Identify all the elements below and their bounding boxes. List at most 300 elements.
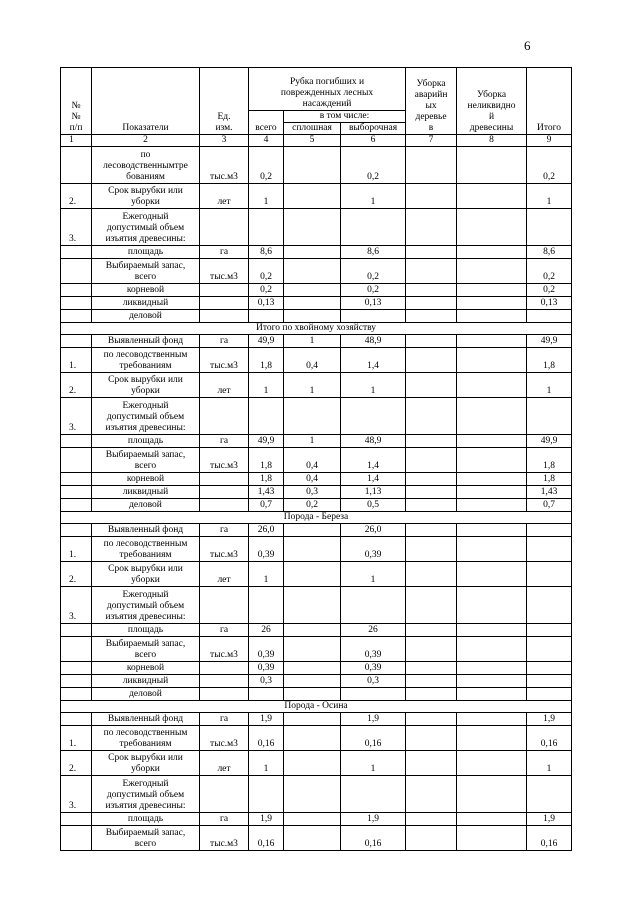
table-row <box>61 335 572 348</box>
value-selective <box>341 776 406 813</box>
section-title: Порода - Осина <box>61 701 572 713</box>
row-num <box>61 813 92 826</box>
header-selective: выборочная <box>341 123 406 135</box>
header-unit: Ед. изм. <box>200 68 249 135</box>
value-selective: 0,16 <box>341 826 406 851</box>
value-nonliquid <box>457 776 527 813</box>
value-total: 0,2 <box>249 147 284 184</box>
table-row <box>61 813 572 826</box>
value-total: 0,2 <box>249 259 284 284</box>
value-selective: 8,6 <box>341 246 406 259</box>
unit: тыс.м3 <box>200 826 249 851</box>
unit: тыс.м3 <box>200 448 249 473</box>
value-solid: 0,4 <box>284 448 341 473</box>
col-number: 5 <box>284 135 341 147</box>
table-row <box>61 473 572 486</box>
unit: га <box>200 435 249 448</box>
header-nonliquid: Уборка неликвидно й древесины <box>457 68 527 135</box>
row-num <box>61 499 92 512</box>
col-number: 7 <box>406 135 457 147</box>
value-solid <box>284 562 341 587</box>
value-solid: 1 <box>284 435 341 448</box>
value-solid <box>284 284 341 297</box>
value-total: 1 <box>249 751 284 776</box>
value-emergency <box>406 310 457 323</box>
table-row <box>61 499 572 512</box>
value-emergency <box>406 562 457 587</box>
table-row <box>61 297 572 310</box>
col-number: 9 <box>527 135 572 147</box>
indicator: Выявленный фонд <box>92 713 200 726</box>
value-grand-total: 1,9 <box>527 813 572 826</box>
forest-felling-table <box>60 67 572 851</box>
col-number: 2 <box>92 135 200 147</box>
unit: лет <box>200 373 249 398</box>
value-emergency <box>406 713 457 726</box>
header-felling: Рубка погибших и поврежденных лесных насаждений <box>249 68 406 111</box>
value-nonliquid <box>457 398 527 435</box>
value-nonliquid <box>457 688 527 701</box>
value-emergency <box>406 335 457 348</box>
unit <box>200 662 249 675</box>
table-row <box>61 688 572 701</box>
value-grand-total <box>527 662 572 675</box>
value-solid <box>284 297 341 310</box>
value-emergency <box>406 499 457 512</box>
value-selective: 0,39 <box>341 637 406 662</box>
indicator: Выбираемый запас, всего <box>92 259 200 284</box>
value-selective: 1,13 <box>341 486 406 499</box>
value-grand-total: 1,9 <box>527 713 572 726</box>
indicator: Срок вырубки или уборки <box>92 562 200 587</box>
indicator: деловой <box>92 688 200 701</box>
value-solid <box>284 209 341 246</box>
value-selective: 1,4 <box>341 448 406 473</box>
unit <box>200 284 249 297</box>
table-row <box>61 751 572 776</box>
value-nonliquid <box>457 246 527 259</box>
table-row <box>61 826 572 851</box>
value-emergency <box>406 662 457 675</box>
value-total: 1,9 <box>249 813 284 826</box>
unit: га <box>200 813 249 826</box>
value-solid <box>284 147 341 184</box>
column-number-row <box>61 135 572 147</box>
value-solid: 0,4 <box>284 473 341 486</box>
value-solid <box>284 662 341 675</box>
indicator: площадь <box>92 624 200 637</box>
table-row <box>61 776 572 813</box>
value-solid <box>284 246 341 259</box>
indicator: по лесоводственнымтре бованиям <box>92 147 200 184</box>
value-emergency <box>406 398 457 435</box>
indicator: площадь <box>92 435 200 448</box>
table-row <box>61 524 572 537</box>
value-emergency <box>406 637 457 662</box>
value-grand-total <box>527 310 572 323</box>
value-selective: 1,4 <box>341 473 406 486</box>
table-row <box>61 147 572 184</box>
value-total <box>249 310 284 323</box>
value-selective: 1,9 <box>341 713 406 726</box>
value-total: 1 <box>249 373 284 398</box>
value-total: 26,0 <box>249 524 284 537</box>
indicator: корневой <box>92 662 200 675</box>
value-emergency <box>406 147 457 184</box>
value-emergency <box>406 751 457 776</box>
unit <box>200 297 249 310</box>
value-grand-total: 1 <box>527 184 572 209</box>
value-grand-total <box>527 587 572 624</box>
value-solid <box>284 713 341 726</box>
value-emergency <box>406 486 457 499</box>
row-num <box>61 284 92 297</box>
value-selective: 0,2 <box>341 284 406 297</box>
value-solid: 0,4 <box>284 348 341 373</box>
value-emergency <box>406 435 457 448</box>
indicator: Срок вырубки или уборки <box>92 373 200 398</box>
section-row <box>61 701 572 713</box>
col-number: 8 <box>457 135 527 147</box>
unit: тыс.м3 <box>200 637 249 662</box>
value-total: 49,9 <box>249 335 284 348</box>
table-row <box>61 662 572 675</box>
value-grand-total <box>527 637 572 662</box>
row-num: 2. <box>61 184 92 209</box>
row-num: 3. <box>61 776 92 813</box>
unit <box>200 587 249 624</box>
value-solid <box>284 826 341 851</box>
table-row <box>61 587 572 624</box>
indicator: площадь <box>92 813 200 826</box>
row-num: 3. <box>61 398 92 435</box>
table-row <box>61 310 572 323</box>
row-num <box>61 826 92 851</box>
value-emergency <box>406 284 457 297</box>
value-total <box>249 776 284 813</box>
value-grand-total <box>527 624 572 637</box>
indicator: ликвидный <box>92 486 200 499</box>
unit: тыс.м3 <box>200 147 249 184</box>
value-nonliquid <box>457 751 527 776</box>
value-grand-total: 0,13 <box>527 297 572 310</box>
unit <box>200 398 249 435</box>
col-number: 4 <box>249 135 284 147</box>
value-nonliquid <box>457 335 527 348</box>
value-total: 8,6 <box>249 246 284 259</box>
value-total: 0,16 <box>249 826 284 851</box>
row-num <box>61 448 92 473</box>
value-grand-total <box>527 524 572 537</box>
value-emergency <box>406 348 457 373</box>
indicator: по лесоводственным требованиям <box>92 348 200 373</box>
value-grand-total: 49,9 <box>527 335 572 348</box>
row-num <box>61 624 92 637</box>
value-total: 49,9 <box>249 435 284 448</box>
row-num: 1. <box>61 348 92 373</box>
value-total: 0,16 <box>249 726 284 751</box>
value-nonliquid <box>457 448 527 473</box>
table-row <box>61 348 572 373</box>
value-total <box>249 688 284 701</box>
value-grand-total: 1 <box>527 373 572 398</box>
indicator: корневой <box>92 473 200 486</box>
unit: лет <box>200 751 249 776</box>
row-num <box>61 473 92 486</box>
value-total <box>249 587 284 624</box>
value-grand-total <box>527 688 572 701</box>
unit <box>200 209 249 246</box>
table-row <box>61 562 572 587</box>
value-nonliquid <box>457 184 527 209</box>
value-emergency <box>406 297 457 310</box>
value-solid <box>284 776 341 813</box>
value-emergency <box>406 473 457 486</box>
value-solid <box>284 688 341 701</box>
col-number: 3 <box>200 135 249 147</box>
table-row <box>61 398 572 435</box>
section-title: Итого по хвойному хозяйству <box>61 323 572 335</box>
value-solid <box>284 259 341 284</box>
value-emergency <box>406 624 457 637</box>
table-row <box>61 284 572 297</box>
value-solid <box>284 310 341 323</box>
table-row <box>61 259 572 284</box>
value-emergency <box>406 587 457 624</box>
value-total: 1,9 <box>249 713 284 726</box>
row-num <box>61 310 92 323</box>
value-nonliquid <box>457 524 527 537</box>
unit <box>200 310 249 323</box>
value-grand-total: 1 <box>527 751 572 776</box>
row-num <box>61 335 92 348</box>
value-grand-total <box>527 398 572 435</box>
row-num <box>61 637 92 662</box>
row-num <box>61 259 92 284</box>
indicator: Выявленный фонд <box>92 335 200 348</box>
value-grand-total: 0,7 <box>527 499 572 512</box>
row-num: 2. <box>61 373 92 398</box>
table-row <box>61 713 572 726</box>
value-selective: 0,3 <box>341 675 406 688</box>
row-num: 1. <box>61 726 92 751</box>
row-num <box>61 246 92 259</box>
value-nonliquid <box>457 537 527 562</box>
value-selective: 1 <box>341 184 406 209</box>
unit: га <box>200 624 249 637</box>
value-solid <box>284 537 341 562</box>
value-solid <box>284 751 341 776</box>
value-nonliquid <box>457 637 527 662</box>
value-grand-total <box>527 209 572 246</box>
table-row <box>61 246 572 259</box>
value-total: 1 <box>249 184 284 209</box>
row-num <box>61 524 92 537</box>
table-row <box>61 209 572 246</box>
row-num <box>61 688 92 701</box>
table-row <box>61 675 572 688</box>
value-total: 0,3 <box>249 675 284 688</box>
section-row <box>61 323 572 335</box>
value-emergency <box>406 246 457 259</box>
indicator: Выбираемый запас, всего <box>92 637 200 662</box>
value-solid: 1 <box>284 335 341 348</box>
value-grand-total: 0,16 <box>527 726 572 751</box>
indicator: деловой <box>92 499 200 512</box>
table-row <box>61 726 572 751</box>
value-total: 1 <box>249 562 284 587</box>
value-nonliquid <box>457 473 527 486</box>
value-solid: 1 <box>284 373 341 398</box>
indicator: по лесоводственным требованиям <box>92 537 200 562</box>
value-nonliquid <box>457 486 527 499</box>
value-solid <box>284 637 341 662</box>
value-solid <box>284 398 341 435</box>
value-grand-total <box>527 776 572 813</box>
indicator: Срок вырубки или уборки <box>92 751 200 776</box>
unit: тыс.м3 <box>200 259 249 284</box>
value-grand-total: 0,2 <box>527 147 572 184</box>
value-nonliquid <box>457 209 527 246</box>
value-selective <box>341 310 406 323</box>
value-nonliquid <box>457 562 527 587</box>
unit: лет <box>200 562 249 587</box>
indicator: Ежегодный допустимый объем изъятия древесины: <box>92 587 200 624</box>
header-num: № № п/п <box>61 68 92 135</box>
table-row <box>61 448 572 473</box>
page-number: 6 <box>524 38 531 53</box>
value-grand-total: 0,2 <box>527 259 572 284</box>
value-selective: 0,39 <box>341 537 406 562</box>
value-grand-total: 8,6 <box>527 246 572 259</box>
value-nonliquid <box>457 297 527 310</box>
indicator: Ежегодный допустимый объем изъятия древесины: <box>92 776 200 813</box>
value-selective <box>341 398 406 435</box>
header-including: в том числе: <box>284 111 406 123</box>
value-emergency <box>406 209 457 246</box>
table-row <box>61 373 572 398</box>
value-grand-total: 1,8 <box>527 448 572 473</box>
value-selective: 1 <box>341 562 406 587</box>
row-num: 2. <box>61 751 92 776</box>
value-solid <box>284 675 341 688</box>
value-emergency <box>406 537 457 562</box>
indicator: площадь <box>92 246 200 259</box>
unit: га <box>200 713 249 726</box>
value-total <box>249 209 284 246</box>
value-grand-total <box>527 537 572 562</box>
value-total: 1,8 <box>249 473 284 486</box>
header-solid: сплошная <box>284 123 341 135</box>
value-selective: 0,13 <box>341 297 406 310</box>
value-total: 0,2 <box>249 284 284 297</box>
value-nonliquid <box>457 826 527 851</box>
header-grand-total: Итого <box>527 68 572 135</box>
value-solid <box>284 813 341 826</box>
row-num: 3. <box>61 209 92 246</box>
unit <box>200 675 249 688</box>
value-total: 0,39 <box>249 537 284 562</box>
value-emergency <box>406 448 457 473</box>
value-nonliquid <box>457 310 527 323</box>
value-selective: 1,4 <box>341 348 406 373</box>
row-num <box>61 486 92 499</box>
value-selective: 0,5 <box>341 499 406 512</box>
row-num <box>61 675 92 688</box>
value-solid <box>284 524 341 537</box>
row-num <box>61 435 92 448</box>
value-selective: 1 <box>341 373 406 398</box>
value-nonliquid <box>457 373 527 398</box>
unit: га <box>200 524 249 537</box>
value-nonliquid <box>457 284 527 297</box>
indicator: Выбираемый запас, всего <box>92 448 200 473</box>
indicator: корневой <box>92 284 200 297</box>
header-indicators: Показатели <box>92 68 200 135</box>
value-selective: 0,39 <box>341 662 406 675</box>
value-selective: 48,9 <box>341 335 406 348</box>
header-total-sub: всего <box>249 111 284 135</box>
value-selective: 26,0 <box>341 524 406 537</box>
value-emergency <box>406 688 457 701</box>
value-solid <box>284 184 341 209</box>
value-total: 0,39 <box>249 637 284 662</box>
unit <box>200 776 249 813</box>
col-number: 1 <box>61 135 92 147</box>
value-selective: 1 <box>341 751 406 776</box>
value-selective: 0,2 <box>341 259 406 284</box>
value-emergency <box>406 726 457 751</box>
value-nonliquid <box>457 587 527 624</box>
unit <box>200 473 249 486</box>
value-nonliquid <box>457 662 527 675</box>
value-selective: 26 <box>341 624 406 637</box>
value-solid: 0,2 <box>284 499 341 512</box>
indicator: по лесоводственным требованиям <box>92 726 200 751</box>
indicator: Ежегодный допустимый объем изъятия древесины: <box>92 398 200 435</box>
unit: тыс.м3 <box>200 537 249 562</box>
value-selective <box>341 587 406 624</box>
value-emergency <box>406 813 457 826</box>
value-nonliquid <box>457 348 527 373</box>
table-row <box>61 637 572 662</box>
value-grand-total: 1,8 <box>527 348 572 373</box>
row-num <box>61 147 92 184</box>
value-emergency <box>406 675 457 688</box>
unit <box>200 486 249 499</box>
value-total: 0,7 <box>249 499 284 512</box>
value-nonliquid <box>457 675 527 688</box>
value-total: 0,39 <box>249 662 284 675</box>
value-selective: 1,9 <box>341 813 406 826</box>
value-selective: 0,2 <box>341 147 406 184</box>
unit: тыс.м3 <box>200 726 249 751</box>
row-num <box>61 713 92 726</box>
value-emergency <box>406 826 457 851</box>
value-emergency <box>406 373 457 398</box>
indicator: Выбираемый запас, всего <box>92 826 200 851</box>
value-nonliquid <box>457 813 527 826</box>
section-row <box>61 512 572 524</box>
value-total: 0,13 <box>249 297 284 310</box>
value-total: 26 <box>249 624 284 637</box>
row-num: 1. <box>61 537 92 562</box>
value-emergency <box>406 524 457 537</box>
value-grand-total: 0,2 <box>527 284 572 297</box>
value-total <box>249 398 284 435</box>
value-solid <box>284 587 341 624</box>
table-row <box>61 624 572 637</box>
